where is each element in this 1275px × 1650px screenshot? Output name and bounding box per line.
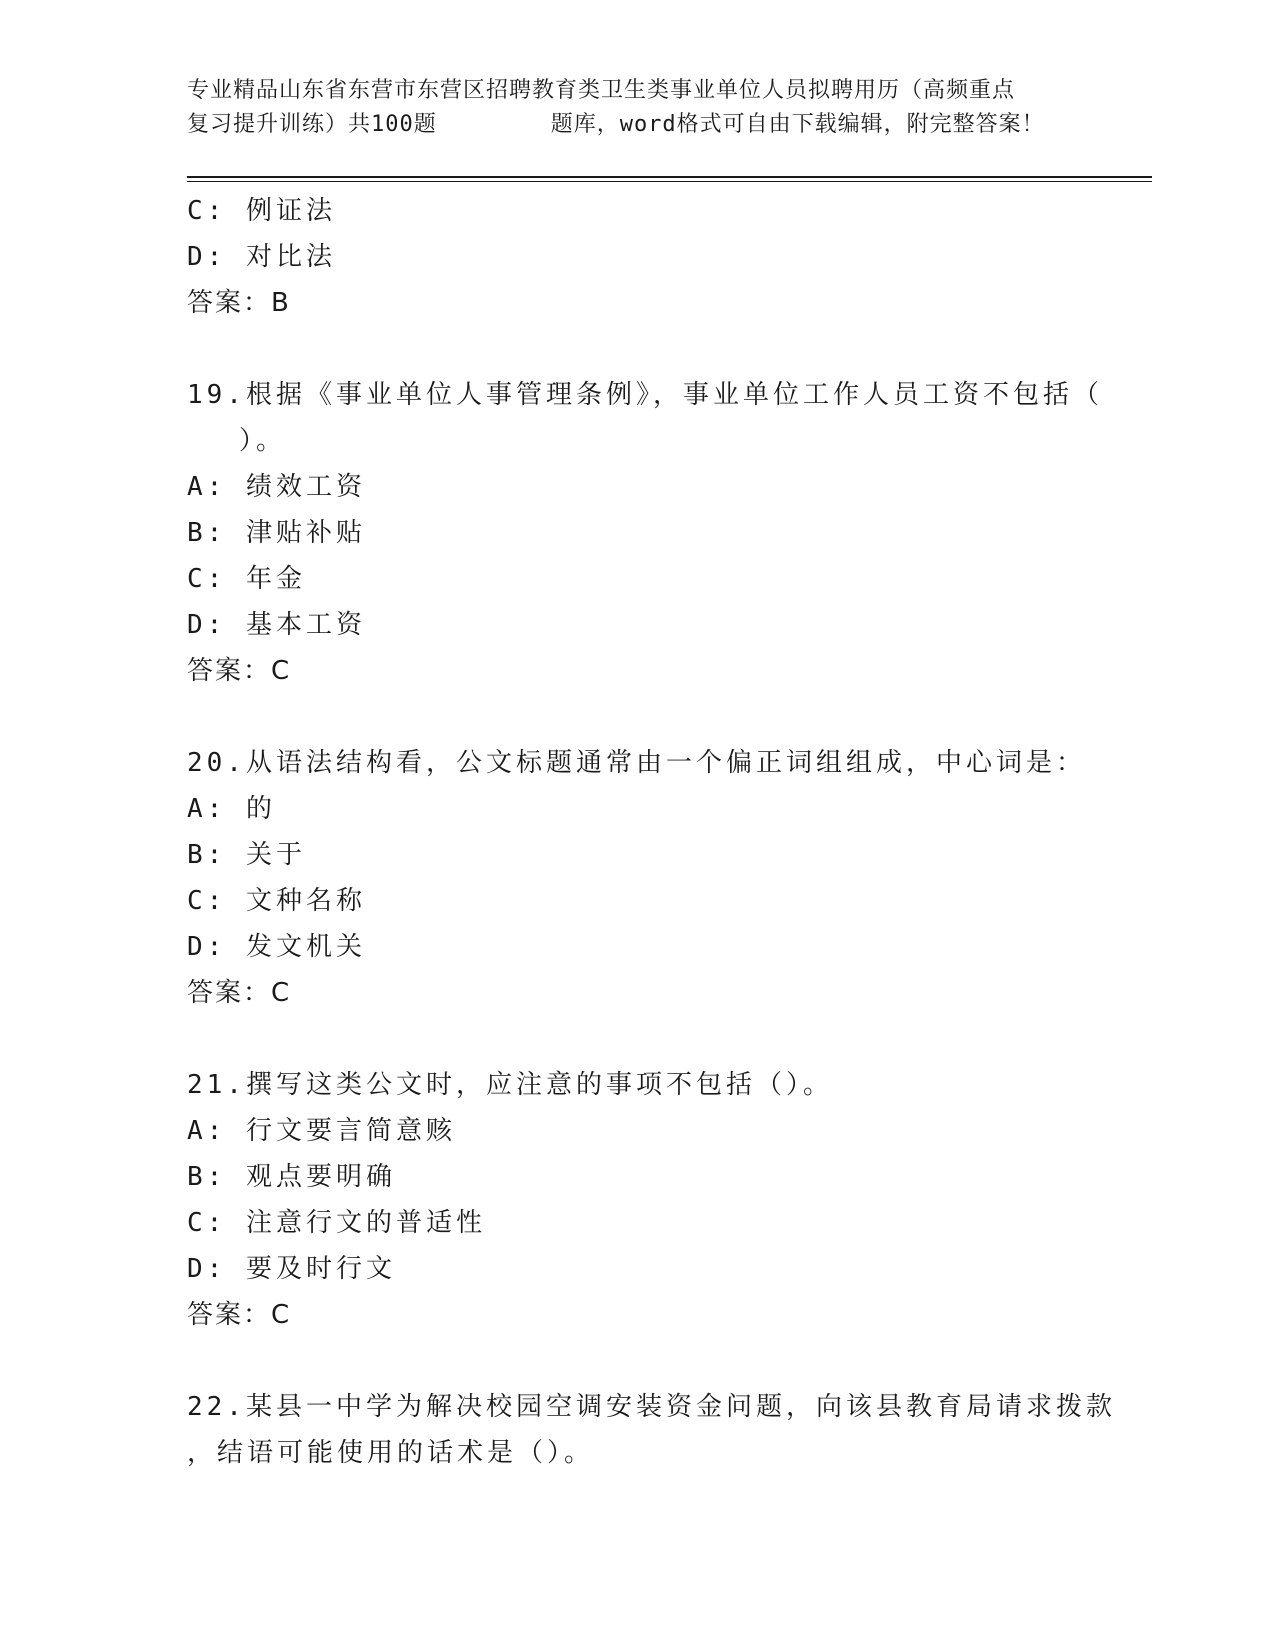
answer-line: 答案：C: [187, 978, 292, 1008]
option-label: A:: [187, 472, 246, 502]
option-c: [187, 188, 1087, 234]
option-text: 发文机关: [245, 932, 366, 962]
option-text: 行文要言简意赅: [245, 1116, 456, 1146]
option-text: 基本工资: [245, 610, 366, 640]
option-b: [187, 510, 1087, 556]
option-label: C:: [187, 196, 246, 226]
header-title-line-2: 复习提升训练）共100题 题库，word格式可自由下载编辑，附完整答案！: [187, 112, 1045, 137]
question-stem-text: 根据《事业单位人事管理条例》，事业单位工作人员工资不包括（: [245, 380, 1103, 410]
option-text: 文种名称: [245, 886, 366, 916]
option-text: 对比法: [245, 242, 336, 272]
option-c: [187, 1200, 1087, 1246]
option-c: [187, 878, 1087, 924]
question-18-partial: [187, 188, 1087, 326]
answer-line: 答案：B: [187, 288, 291, 318]
option-text: 绩效工资: [245, 472, 366, 502]
option-a: [187, 464, 1087, 510]
question-stem-text: 撰写这类公文时，应注意的事项不包括（）。: [245, 1070, 833, 1100]
answer-line: 答案：C: [187, 656, 292, 686]
question-stem-continuation: ）。: [239, 426, 287, 456]
option-d: [187, 924, 1087, 970]
option-label: C:: [187, 886, 246, 916]
option-label: D:: [187, 1254, 246, 1284]
question-number: 22.: [187, 1392, 246, 1422]
option-a: [187, 786, 1087, 832]
answer-line: 答案：C: [187, 1300, 292, 1330]
question-stem: [187, 372, 1103, 418]
option-b: [187, 1154, 1087, 1200]
spacer: [187, 694, 1087, 740]
option-label: D:: [187, 242, 246, 272]
option-label: B:: [187, 840, 246, 870]
question-21: [187, 1062, 1087, 1338]
page-header: [187, 74, 1087, 142]
question-stem: [187, 1062, 1087, 1108]
option-text: 年金: [245, 564, 306, 594]
question-number: 19.: [187, 380, 246, 410]
question-stem-text: 某县一中学为解决校园空调安装资金问题，向该县教育局请求拨款: [245, 1392, 1116, 1422]
question-stem-continuation: ，结语可能使用的话术是（）。: [187, 1438, 595, 1468]
option-label: A:: [187, 1116, 246, 1146]
option-label: D:: [187, 610, 246, 640]
spacer: [187, 1338, 1087, 1384]
option-c: [187, 556, 1087, 602]
question-number: 21.: [187, 1070, 246, 1100]
option-label: A:: [187, 794, 246, 824]
option-a: [187, 1108, 1087, 1154]
option-text: 观点要明确: [245, 1162, 396, 1192]
option-b: [187, 832, 1087, 878]
spacer: [187, 1016, 1087, 1062]
option-d: [187, 1246, 1087, 1292]
spacer: [187, 326, 1087, 372]
option-text: 注意行文的普适性: [245, 1208, 486, 1238]
header-divider-thick: [187, 176, 1152, 178]
question-number: 20.: [187, 748, 246, 778]
header-divider-thin: [187, 181, 1152, 182]
question-19: [187, 372, 1103, 694]
option-text: 要及时行文: [245, 1254, 396, 1284]
question-22: [187, 1384, 1116, 1476]
question-stem: [187, 1384, 1116, 1430]
option-d: [187, 602, 1087, 648]
option-label: C:: [187, 564, 246, 594]
option-text: 的: [245, 794, 276, 824]
option-label: B:: [187, 1162, 246, 1192]
question-20: [187, 740, 1087, 1016]
option-text: 例证法: [245, 196, 336, 226]
option-label: C:: [187, 1208, 246, 1238]
option-text: 关于: [245, 840, 306, 870]
option-text: 津贴补贴: [245, 518, 366, 548]
question-list: [187, 188, 1116, 1476]
option-label: D:: [187, 932, 246, 962]
header-title-line-1: 专业精品山东省东营市东营区招聘教育类卫生类事业单位人员拟聘用历（高频重点: [187, 78, 1016, 103]
option-d: [187, 234, 1087, 280]
question-stem: [187, 740, 1087, 786]
option-label: B:: [187, 518, 246, 548]
question-stem-text: 从语法结构看，公文标题通常由一个偏正词组组成，中心词是：: [245, 748, 1086, 778]
